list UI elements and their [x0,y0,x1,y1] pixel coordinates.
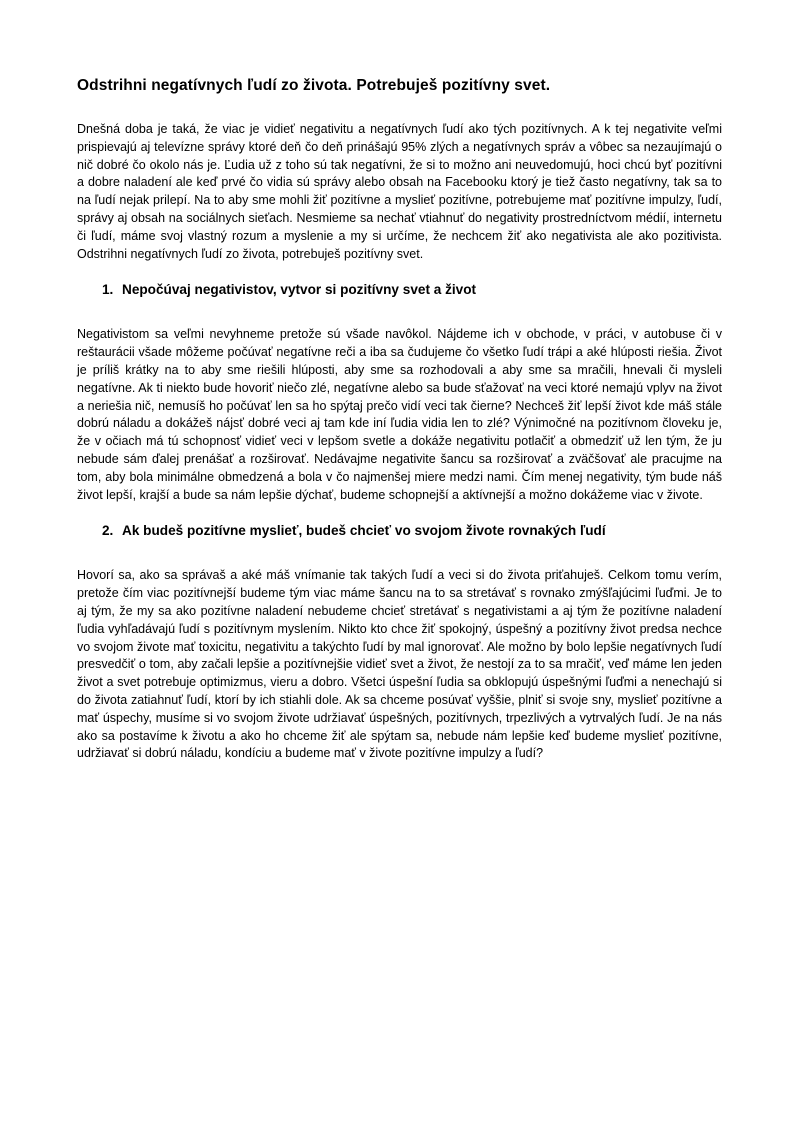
section-2-heading [102,521,722,540]
intro-paragraph: Dnešná doba je taká, že viac je vidieť negativitu a negatívnych ľudí ako tých pozitívnych. A k tej negativite veľmi prispievajú aj televízne správy ktoré deň čo deň prinášajú 95% zlých a negatívnych správ a vôbec sa nezaujímajú o nič dobré čo okolo nás je. Ľudia už z toho sú tak negatívni, že si to možno ani neuvedomujú, hoci chcú byť pozitívni a dobre naladení ale keď prvé čo vidia sú správy alebo obsah na Facebooku ktorý je tiež často negatívny, tak sa to na ľudí nejak prilepí. Na to aby sme mohli žiť pozitívne a myslieť pozitívne, potrebujeme mať pozitívne impulzy, ľudí, správy aj obsah na sociálnych sieťach. Nesmieme sa nechať vtiahnuť do negativity prostredníctvom médií, internetu či ľudí, máme svoj vlastný rozum a myslenie a my si určíme, že nechcem žiť ako negativista ale ako pozitivista. Odstrihni negatívnych ľudí zo života, potrebuješ pozitívny svet. [77,122,722,261]
section-2-number: 2. [102,523,114,539]
section-1-paragraph: Negativistom sa veľmi nevyhneme pretože sú všade navôkol. Nájdeme ich v obchode, v práci, v autobuse či v reštaurácii všade môžeme počúvať negatívne reči a iba sa čudujeme čo všetko ľudí trápi a aké hlúposti riešia. Život je príliš krátky na to aby sme riešili hlúposti, aby sme sa rozhodovali a aby sme sa mračili, hnevali či mysleli negatívne. Ak ti niekto bude hovoriť niečo zlé, negatívne alebo sa bude sťažovať na veci ktoré nemajú vplyv na život a neriešia nič, nemusíš ho počúvať len sa ho spýtaj prečo vidí veci tak čierne? Nechceš žiť lepší život kde máš stále dobrú náladu a dokážeš nájsť dobré veci aj tam kde iní ľudia vidia len to zlé? Výnimočné na pozitívnom človeku je, že v očiach má tú schopnosť vidieť veci v lepšom svetle a dokáže negativitu potlačiť a obmedziť už len tým, že ju nebude sám ďalej prenášať a rozširovať. Nedávajme negativite šancu sa rozširovať a zväčšovať ale pracujme na tom, aby bola minimálne obmedzená a bola v čo najmenšej miere medzi nami. Čím menej negativity, tým bude náš život lepší, krajší a bude sa nám lepšie dýchať, budeme schopnejší a aktívnejší a možno dokážeme viac v živote. [77,327,722,502]
document-title: Odstrihni negatívnych ľudí zo života. Potrebuješ pozitívny svet. [77,77,551,94]
section-2-heading-text: Ak budeš pozitívne myslieť, budeš chcieť vo svojom živote rovnakých ľudí [122,523,606,539]
section-1-heading [102,280,722,299]
section-1-heading-text: Nepočúvaj negativistov, vytvor si pozitívny svet a život [122,282,477,298]
section-2-paragraph: Hovorí sa, ako sa správaš a aké máš vnímanie tak takých ľudí a veci si do života priťahuješ. Celkom tomu verím, pretože čím viac pozitívnejší budeme tým viac máme šancu na to sa stretávať s rovnako zmýšľajúcimi ľuďmi. Je to aj tým, že my sa ako pozitívne naladení nebudeme chcieť stretávať s negativistami a aj tým že pozitívne naladení ľudia vyhľadávajú ľudí s pozitívnym myslením. Nikto kto chce žiť spokojný, úspešný a pozitívny život predsa nechce vo svojom živote mať toxicitu, negativitu a takýchto ľudí by mal ignorovať. Ale možno by bolo lepšie negatívnych ľudí presvedčiť o tom, aby začali lepšie a pozitívnejšie vidieť svet a život, že nestojí za to sa mračiť, veď máme len jeden život a svet potrebuje optimizmus, vieru a dobro. Všetci úspešní ľudia sa obklopujú úspešnými ľuďmi a nenechajú si do života zatiahnuť ľudí, ktorí by ich stiahli dole. Ak sa chceme posúvať vyššie, plniť si svoje sny, myslieť pozitívne a mať úspechy, musíme si vo svojom živote udržiavať úspešných, pozitívnych, trpezlivých a vytrvalých ľudí. Je na nás ako sa postavíme k životu a ako ho chceme žiť ale spýtam sa, nebude nám lepšie keď budeme myslieť pozitívne, udržiavať si dobrú náladu, kondíciu a budeme mať v živote pozitívne impulzy a ľudí? [77,568,722,761]
section-1-number: 1. [102,282,114,298]
